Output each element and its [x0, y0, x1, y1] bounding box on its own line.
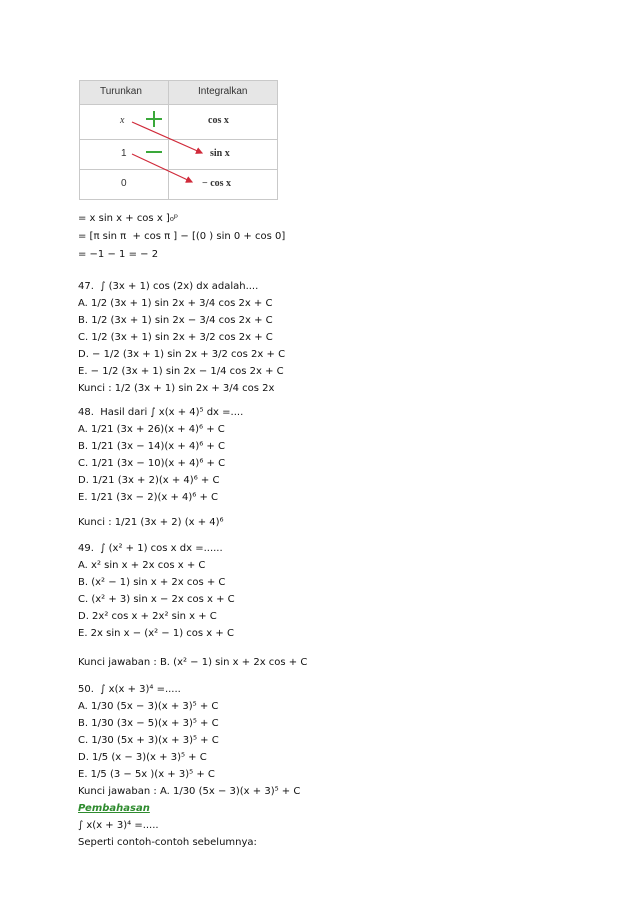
option-c: C. 1/21 (3x − 10)(x + 4)⁶ + C — [78, 458, 226, 469]
option-e: E. 2x sin x − (x² − 1) cos x + C — [78, 628, 234, 639]
option-b: B. (x² − 1) sin x + 2x cos + C — [78, 577, 226, 588]
option-a: A. 1/2 (3x + 1) sin 2x + 3/4 cos 2x + C — [78, 298, 273, 309]
arrow-icon — [132, 122, 202, 153]
derivative-cell: x — [120, 115, 125, 126]
text-line: = −1 − 1 = − 2 — [78, 249, 159, 260]
header-turunkan: Turunkan — [100, 86, 142, 97]
plus-sign-icon — [146, 111, 162, 127]
arrow-icon — [132, 154, 192, 182]
option-d: D. 1/21 (3x + 2)(x + 4)⁶ + C — [78, 475, 220, 486]
option-e: E. 1/5 (3 − 5x )(x + 3)⁵ + C — [78, 769, 215, 780]
text-line: Seperti contoh-contoh sebelumnya: — [78, 837, 257, 848]
option-a: A. 1/21 (3x + 26)(x + 4)⁶ + C — [78, 424, 225, 435]
question-50: 50. ∫ x(x + 3)⁴ =..... — [78, 684, 181, 695]
option-c: C. (x² + 3) sin x − 2x cos x + C — [78, 594, 235, 605]
option-e: E. 1/21 (3x − 2)(x + 4)⁶ + C — [78, 492, 219, 503]
question-48: 48. Hasil dari ∫ x(x + 4)⁵ dx =.... — [78, 407, 244, 418]
answer-key: Kunci jawaban : A. 1/30 (5x − 3)(x + 3)⁵ + C — [78, 786, 301, 797]
option-d: D. 1/5 (x − 3)(x + 3)⁵ + C — [78, 752, 207, 763]
option-c: C. 1/2 (3x + 1) sin 2x + 3/2 cos 2x + C — [78, 332, 273, 343]
text-line: = x sin x + cos x ]₀ᵖ — [78, 213, 179, 224]
derivative-cell: 1 — [121, 148, 127, 159]
integral-cell: sin x — [210, 148, 230, 159]
option-a: A. x² sin x + 2x cos x + C — [78, 560, 206, 571]
option-e: E. − 1/2 (3x + 1) sin 2x − 1/4 cos 2x + C — [78, 366, 284, 377]
option-c: C. 1/30 (5x + 3)(x + 3)⁵ + C — [78, 735, 219, 746]
option-d: D. 2x² cos x + 2x² sin x + C — [78, 611, 217, 622]
text-line: = [π sin π + cos π ] − [(0 ) sin 0 + cos 0] — [78, 231, 286, 242]
answer-key: Kunci : 1/2 (3x + 1) sin 2x + 3/4 cos 2x — [78, 383, 275, 394]
integral-cell: cos x — [208, 115, 229, 126]
option-b: B. 1/30 (3x − 5)(x + 3)⁵ + C — [78, 718, 219, 729]
text-line: ∫ x(x + 3)⁴ =..... — [78, 820, 159, 831]
table-arrows — [80, 81, 279, 201]
header-integralkan: Integralkan — [198, 86, 248, 97]
answer-key: Kunci : 1/21 (3x + 2) (x + 4)⁶ — [78, 517, 224, 528]
derivative-cell: 0 — [121, 178, 127, 189]
integral-cell: − cos x — [202, 178, 232, 189]
answer-key: Kunci jawaban : B. (x² − 1) sin x + 2x cos + C — [78, 657, 308, 668]
question-47: 47. ∫ (3x + 1) cos (2x) dx adalah.... — [78, 281, 259, 292]
tabular-integration-table — [79, 80, 278, 200]
option-a: A. 1/30 (5x − 3)(x + 3)⁵ + C — [78, 701, 219, 712]
pembahasan-heading: Pembahasan — [78, 803, 150, 814]
option-d: D. − 1/2 (3x + 1) sin 2x + 3/2 cos 2x + C — [78, 349, 286, 360]
option-b: B. 1/2 (3x + 1) sin 2x − 3/4 cos 2x + C — [78, 315, 273, 326]
question-49: 49. ∫ (x² + 1) cos x dx =...... — [78, 543, 223, 554]
option-b: B. 1/21 (3x − 14)(x + 4)⁶ + C — [78, 441, 225, 452]
